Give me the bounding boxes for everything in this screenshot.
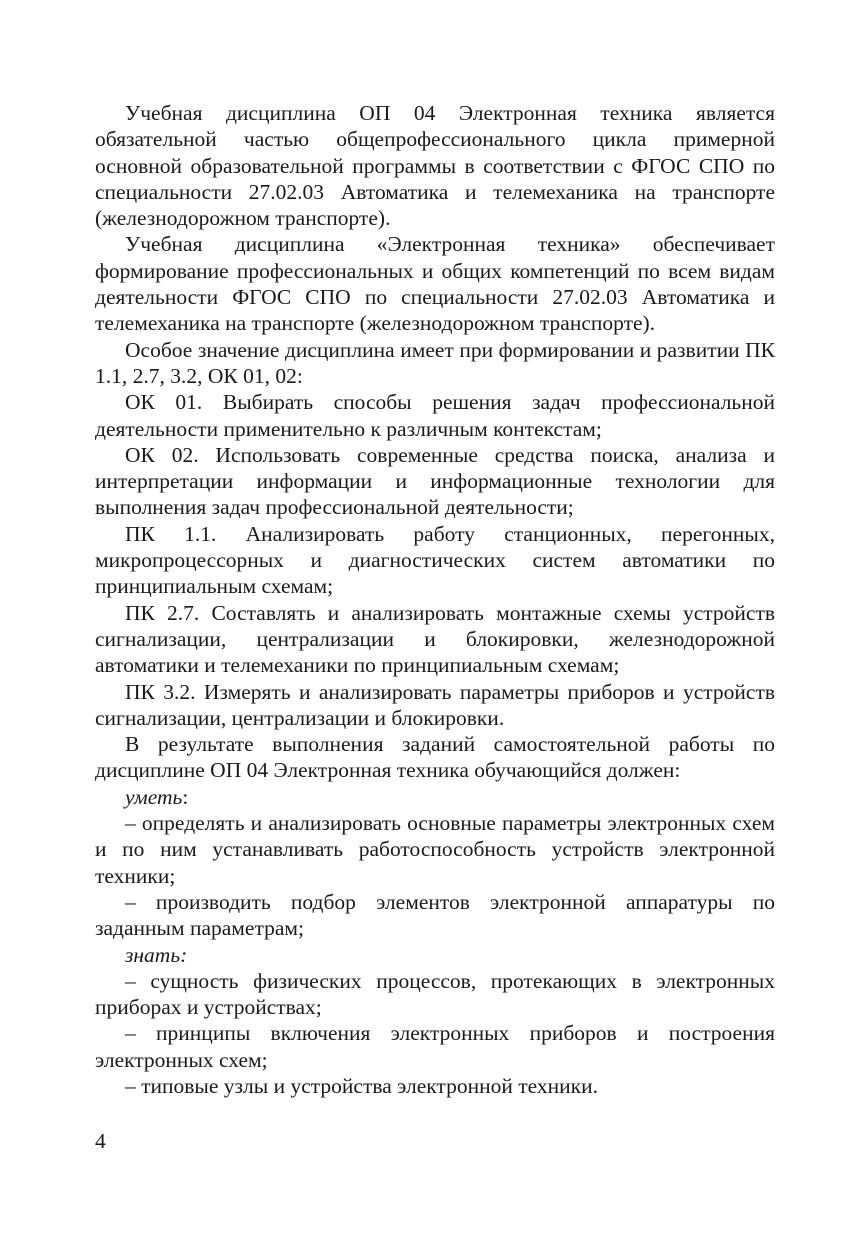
document-body [95,100,775,1099]
knowledge-item: – типовые узлы и устройства электронной техники. [125,1073,598,1098]
page-number: 4 [95,1129,106,1153]
knowledge-item: – принципы включения электронных приборов и построения электронных схем; [95,1021,775,1072]
skill-item: – определять и анализировать основные параметры электронных схем и по ним устанавливать работоспособность устройств электронной техники; [95,811,775,888]
skills-heading-word: уметь [125,784,183,809]
paragraph-pk-2-7: ПК 2.7. Составлять и анализировать монтажные схемы устройств сигнализации, централизации и блокировки, железнодорожной автоматики и телемеханики по принципиальным схемам; [95,600,775,678]
knowledge-heading [95,942,775,968]
paragraph-intro: Учебная дисциплина ОП 04 Электронная техника является обязательной частью общепрофессионального цикла примерной основной образовательной программы в соответствии с ФГОС СПО по специальности 27.02.03 Автоматика и телемеханика на транспорте (железнодорожном транспорте). [95,101,775,231]
paragraph-significance: Особое значение дисциплина имеет при формировании и развитии ПК 1.1, 2.7, 3.2, ОК 01, 02: [95,337,775,388]
knowledge-item: – сущность физических процессов, протекающих в электронных приборах и устройствах; [95,968,775,1020]
paragraph-results: В результате выполнения заданий самостоятельной работы по дисциплине ОП 04 Электронная техника обучающийся должен: [95,732,775,783]
skills-heading-colon: : [182,784,189,809]
paragraph-ok-01: ОК 01. Выбирать способы решения задач профессиональной деятельности применительно к различным контекстам; [95,390,775,441]
knowledge-heading-word: знать: [125,942,188,967]
paragraph-competencies: Учебная дисциплина «Электронная техника» обеспечивает формирование профессиональных и общих компетенций по всем видам деятельности ФГОС СПО по специальности 27.02.03 Автоматика и телемеханика на транспорте (железнодорожном транспорте). [95,232,775,336]
skills-heading [95,784,775,810]
paragraph-pk-1-1: ПК 1.1. Анализировать работу станционных, перегонных, микропроцессорных и диагностических систем автоматики по принципиальным схемам; [95,521,775,599]
paragraph-ok-02: ОК 02. Использовать современные средства поиска, анализа и интерпретации информации и информационные технологии для выполнения задач профессиональной деятельности; [95,442,775,520]
paragraph-pk-3-2: ПК 3.2. Измерять и анализировать параметры приборов и устройств сигнализации, централизации и блокировки. [95,679,775,730]
skill-item: – производить подбор элементов электронной аппаратуры по заданным параметрам; [95,889,775,941]
